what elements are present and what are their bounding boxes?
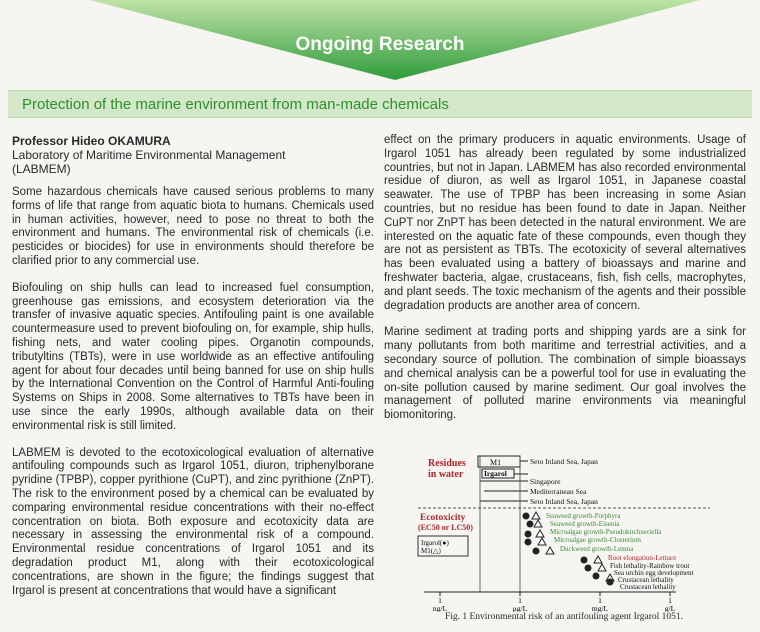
irgarol-point bbox=[527, 521, 534, 528]
endpoint-label: Seaweed growth-Porphyra bbox=[546, 512, 621, 520]
residues-label: Residues bbox=[428, 458, 466, 469]
figure-caption: Fig. 1 Environmental risk of an antifouling agent Irgarol 1051. bbox=[444, 612, 684, 622]
m1-point bbox=[538, 538, 546, 545]
author-affiliation-abbrev: (LABMEM) bbox=[12, 162, 71, 176]
x-unit-label: μg/L bbox=[512, 604, 528, 612]
endpoint-label: Duckweed growth-Lemna bbox=[560, 545, 634, 553]
endpoint-label: Microalgae growth-Pseudokirchneriella bbox=[550, 528, 662, 536]
header-banner bbox=[0, 0, 760, 80]
x-tick-label: 1 bbox=[438, 596, 442, 605]
irgarol-point bbox=[585, 565, 592, 572]
m1-point bbox=[598, 564, 606, 571]
x-unit-label: mg/L bbox=[591, 604, 609, 612]
irgarol-label: Irgarol bbox=[484, 469, 507, 478]
paragraph: LABMEM is devoted to the ecotoxicological evaluation of alternative antifouling compounds such as Irgarol 1051, diuron, triphenylborane pyridine (TPBP), copper pyrithione (CuPT), and zinc pyrithione (ZnPT). The risk to the environment posed by a chemical can be evaluated by comparing environmental residue concentrations with their no-effect concentration on biota. Both exposure and ecotoxicity data are necessary in assessing the environmental risk of a compound. Environmental residue concentrations of Irgarol 1051 and its degradation product M1, along with their ecotoxicological concentrations, are shown in the figure; the findings suggest that Irgarol is present at concentrations that would have a significant bbox=[12, 446, 374, 597]
residue-site: Seto Inland Sea, Japan bbox=[530, 497, 598, 506]
residue-site: Mediterranean Sea bbox=[530, 487, 587, 496]
x-unit-label: g/L bbox=[664, 604, 676, 612]
x-tick-label: 1 bbox=[668, 596, 672, 605]
left-column bbox=[12, 134, 374, 611]
m1-point bbox=[532, 512, 540, 519]
endpoint-label: Root elongation-Lettuce bbox=[608, 554, 677, 562]
irgarol-point bbox=[593, 573, 600, 580]
author-affiliation: Laboratory of Maritime Environmental Management bbox=[12, 148, 286, 162]
endpoint-label: Fish lethality-Rainbow trout bbox=[610, 562, 690, 570]
section-header bbox=[8, 90, 752, 118]
author-name: Professor Hideo OKAMURA bbox=[12, 134, 171, 148]
section-title: Protection of the marine environment from man-made chemicals bbox=[22, 96, 449, 113]
right-column bbox=[384, 134, 746, 436]
endpoint-label: Crustacean lethality bbox=[620, 583, 676, 591]
x-tick-label: 1 bbox=[598, 596, 602, 605]
irgarol-point bbox=[523, 513, 530, 520]
m1-point bbox=[594, 556, 602, 563]
m1-point bbox=[534, 520, 542, 527]
irgarol-point bbox=[607, 579, 614, 586]
x-unit-label: ng/L bbox=[432, 604, 448, 612]
irgarol-point bbox=[525, 531, 532, 538]
ecotox-label-2: (EC50 or LC50) bbox=[418, 523, 473, 532]
endpoint-label: Crustacean lethality bbox=[618, 576, 674, 584]
m1-label: M1 bbox=[490, 458, 502, 467]
residues-label-2: in water bbox=[428, 469, 464, 480]
m1-point bbox=[546, 547, 554, 554]
figure-environmental-risk bbox=[414, 452, 714, 624]
irgarol-point bbox=[581, 557, 588, 564]
legend-irgarol: Irgarol(●) bbox=[421, 539, 449, 547]
ecotox-label: Ecotoxicity bbox=[420, 513, 466, 523]
endpoint-label: Microalgae growth-Closterium bbox=[554, 536, 641, 544]
paragraph: effect on the primary producers in aquatic environments. Usage of Irgarol 1051 has already been regulated by some industrialized countries, but not in Japan. LABMEM has also recorded environmental residue of diuron, as well as Irgarol 1051, in Japanese coastal seawater. The use of TPBP has been increasing in some Asian countries, but no residue has been found to date in Japan. Neither CuPT nor ZnPT has been detected in the natural environment. We are interested on the aquatic fate of these compounds, even though they are not as persistent as TBTs. The ecotoxicity of several alternatives has been evaluated using a battery of bioassays and marine and freshwater bacteria, algae, crustaceans, fish, fish cells, macrophytes, and plant seeds. The toxic mechanism of the agents and their possible degradation products are another area of concern. bbox=[384, 134, 746, 312]
irgarol-point bbox=[533, 548, 540, 555]
banner-title: Ongoing Research bbox=[295, 34, 465, 55]
paragraph: Some hazardous chemicals have caused serious problems to many forms of life that range from aquatic biota to humans. Chemicals used in human activities, however, need to pose no threat to both the environment and humans. The environmental risk of chemicals (i.e. pesticides or biocides) for use in environments should therefore be clarified prior to any commercial use. bbox=[12, 186, 374, 267]
endpoint-label: Seaweed growth-Eisenia bbox=[550, 520, 620, 528]
residue-site: Singapore bbox=[530, 477, 561, 486]
paragraph: Biofouling on ship hulls can lead to increased fuel consumption, greenhouse gas emissions, and ecosystem deterioration via the transfer of invasive aquatic species. Antifouling paint is one available countermeasure used to prevent biofouling on, for example, ship hulls, fishing nets, and water cooling pipes. Organotin compounds, tributyltins (TBTs), were in use worldwide as an effective antifouling agent for about four decades until being banned for use on ship hulls by the International Convention on the Control of Harmful Anti-fouling Systems on Ships in 2008. Some alternatives to TBTs have been in use since the early 1990s, although available data on their environmental risk is still limited. bbox=[12, 281, 374, 432]
residue-site: Seto Inland Sea, Japan bbox=[530, 457, 598, 466]
legend-m1: M1(△) bbox=[421, 547, 441, 555]
paragraph: Marine sediment at trading ports and shipping yards are a sink for many pollutants from both maritime and terrestrial activities, and a secondary source of pollution. The combination of simple bioassays and chemical analysis can be a powerful tool for use in evaluating the on-site pollution caused by marine sediment. Our goal involves the management of polluted marine environments via meaningful biomonitoring. bbox=[384, 326, 746, 422]
x-tick-label: 1 bbox=[518, 596, 522, 605]
irgarol-point bbox=[525, 539, 532, 546]
m1-point bbox=[536, 530, 544, 537]
endpoint-label: Sea urchin egg development bbox=[614, 569, 694, 577]
figure-graphic bbox=[414, 452, 714, 612]
